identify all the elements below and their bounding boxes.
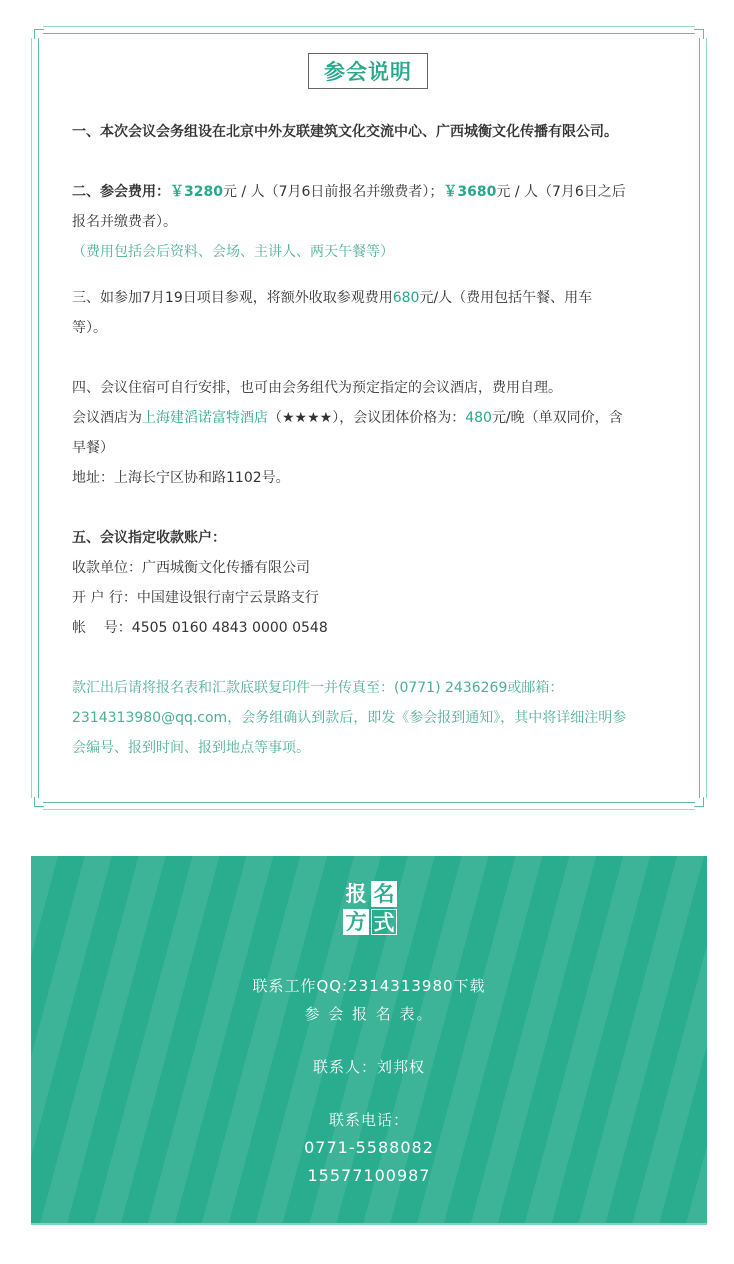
item-2-line-1 [72, 177, 672, 207]
account-payee: 收款单位：广西城衡文化传播有限公司 [72, 560, 310, 576]
seal-char: 报 [345, 882, 367, 906]
corner-ornament-icon [695, 798, 708, 811]
qq-line-1: 联系工作QQ:2314313980下载 [252, 977, 486, 995]
fee-early-text: 元 / 人（7月6日前报名并缴费者）； [222, 184, 444, 200]
visit-text-2: 元/人（费用包括午餐、用车 [419, 290, 593, 306]
item-4-line-1: 四、会议住宿可自行安排，也可由会务组代为预定指定的会议酒店，费用自理。 [72, 380, 562, 396]
hotel-address: 地址：上海长宁区协和路1102号。 [72, 470, 290, 486]
fee-early-price: ￥3280 [170, 184, 223, 200]
phone-label: 联系电话： [328, 1111, 409, 1129]
seal-char: 方 [343, 909, 369, 935]
phone-1: 0771-5588082 [304, 1138, 434, 1157]
page-title [308, 53, 428, 89]
corner-ornament-icon [30, 798, 43, 811]
signup-panel [31, 856, 707, 1225]
group-price: 480 [465, 410, 492, 426]
corner-ornament-icon [695, 25, 708, 38]
seal-char: 式 [371, 909, 397, 935]
phone-2: 15577100987 [307, 1166, 431, 1185]
fee-note: （费用包括会后资料、会场、主讲人、两天午餐等） [72, 244, 394, 260]
item-3-line-1 [72, 283, 672, 313]
seal-char: 名 [371, 881, 397, 907]
item-3-line-2: 等）。 [72, 320, 107, 336]
account-bank: 开 户 行：中国建设银行南宁云景路支行 [72, 590, 319, 606]
remittance-line-3: 会编号、报到时间、报到地点等事项。 [72, 740, 310, 756]
item-2-line-2: 报名并缴费者）。 [72, 214, 177, 230]
corner-ornament-icon [30, 25, 43, 38]
signup-seal [341, 880, 399, 936]
fee-label: 二、参会费用： [72, 184, 170, 200]
group-price-suffix: 元/晚（单双同价，含 [491, 410, 623, 426]
group-price-label: ，会议团体价格为： [339, 410, 466, 426]
hotel-name: 上海建滔诺富特酒店 [142, 410, 268, 426]
account-number: 帐 号：4505 0160 4843 0000 0548 [72, 620, 328, 636]
item-4-line-3: 早餐） [72, 440, 114, 456]
item-4-line-2 [72, 403, 672, 433]
visit-price: 680 [392, 290, 420, 306]
fee-late-text: 元 / 人（7月6日之后 [496, 184, 626, 200]
hotel-prefix: 会议酒店为 [72, 410, 142, 426]
fee-late-price: ￥3680 [443, 184, 497, 200]
remittance-line-1: 款汇出后请将报名表和汇款底联复印件一并传真至：(0771) 2436269或邮箱： [72, 680, 564, 696]
contact-person: 联系人：刘邦权 [312, 1058, 425, 1076]
remittance-line-2: 2314313980@qq.com，会务组确认到款后，即发《参会报到通知》，其中将详细注明参 [72, 710, 627, 726]
account-heading: 五、会议指定收款账户： [72, 530, 226, 546]
panel-bottom-edge [31, 1223, 707, 1225]
item-1: 一、本次会议会务组设在北京中外友联建筑文化交流中心、广西城衡文化传播有限公司。 [72, 124, 618, 140]
page-title-text: 参会说明 [324, 60, 412, 84]
qq-line-2: 参 会 报 名 表。 [304, 1005, 434, 1023]
visit-text: 三、如参加7月19日项目参观，将额外收取参观费用 [72, 290, 393, 306]
hotel-stars: （★★★★） [268, 410, 340, 426]
